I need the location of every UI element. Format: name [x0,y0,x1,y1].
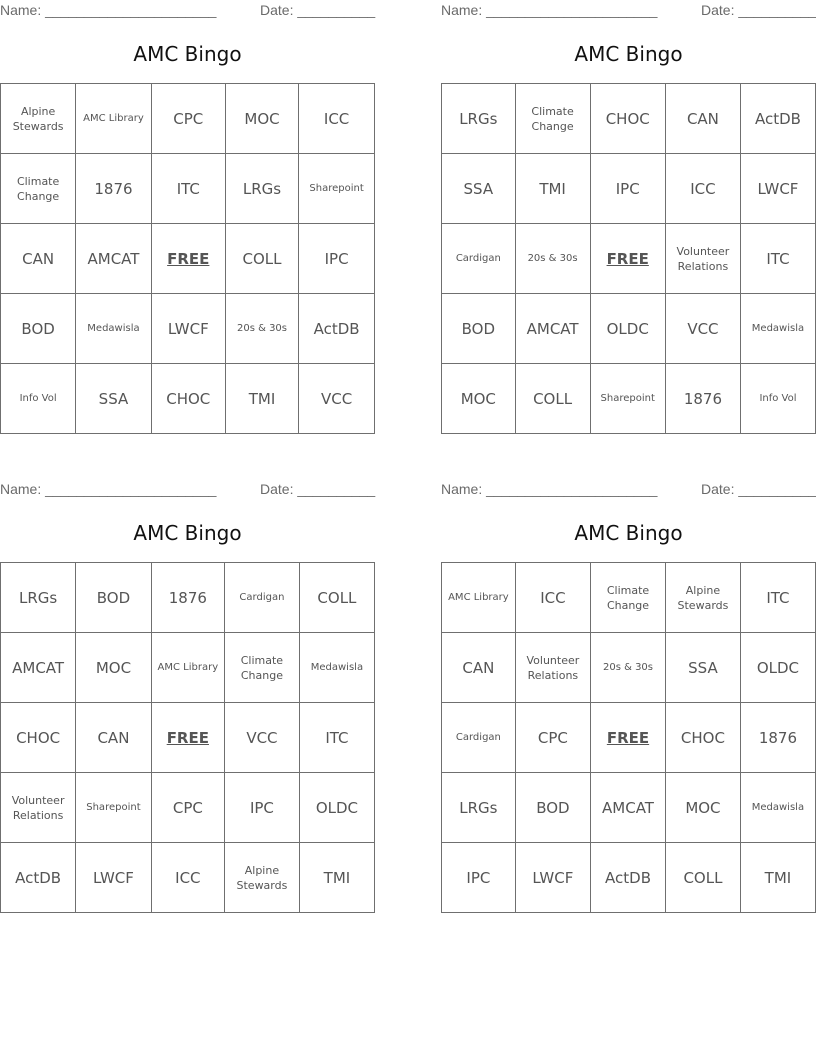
bingo-cell: LWCF [515,843,590,913]
card-header [441,0,816,22]
bingo-cell: LWCF [740,154,815,224]
bingo-cell: ICC [151,843,224,913]
bingo-cell: ICC [665,154,740,224]
name-field: Name: ______________________ [441,2,658,18]
bingo-cell: COLL [666,843,741,913]
bingo-cell: 20s & 30s [225,294,298,364]
bingo-cell: Alpine Stewards [225,843,300,913]
bingo-cell: TMI [515,154,590,224]
card-header [441,479,816,501]
bingo-cell: VCC [299,364,375,434]
bingo-cell: TMI [299,843,374,913]
bingo-cell: IPC [590,154,665,224]
bingo-cell: ITC [299,703,374,773]
bingo-grid [0,562,375,913]
bingo-cell: SSA [442,154,516,224]
bingo-cell: CHOC [590,84,665,154]
bingo-grid [441,83,816,434]
bingo-cell: Medawisla [740,773,815,843]
bingo-cell: MOC [76,633,151,703]
bingo-cell: 20s & 30s [515,224,590,294]
bingo-cell: CAN [442,633,516,703]
bingo-cell: Medawisla [299,633,374,703]
bingo-cell: ActDB [590,843,665,913]
bingo-cell: Climate Change [225,633,300,703]
bingo-cell: MOC [666,773,741,843]
bingo-cell: LRGs [442,84,516,154]
bingo-cell: Alpine Stewards [666,563,741,633]
bingo-cell: OLDC [590,294,665,364]
bingo-cell: Cardigan [442,703,516,773]
bingo-cell: LRGs [225,154,298,224]
bingo-cell: CHOC [666,703,741,773]
bingo-cell: Medawisla [76,294,151,364]
date-field: Date: __________ [260,2,376,18]
bingo-cell: Volunteer Relations [1,773,76,843]
bingo-cell: CHOC [1,703,76,773]
bingo-cell: COLL [225,224,298,294]
bingo-cell: LWCF [151,294,225,364]
card-title: AMC Bingo [574,42,683,66]
bingo-cell: Sharepoint [76,773,151,843]
bingo-cell: ActDB [1,843,76,913]
bingo-cell: ITC [740,563,815,633]
bingo-card-3 [0,479,376,892]
bingo-cell: Volunteer Relations [515,633,590,703]
bingo-cell: Cardigan [225,563,300,633]
date-field: Date: __________ [701,481,816,497]
bingo-cell: Climate Change [1,154,76,224]
bingo-cell: 1876 [151,563,224,633]
bingo-cell: AMC Library [76,84,151,154]
bingo-cell: Volunteer Relations [665,224,740,294]
name-field: Name: ______________________ [0,481,217,497]
bingo-cell: CPC [151,773,224,843]
bingo-grid [0,83,375,434]
bingo-cell: SSA [76,364,151,434]
bingo-cell: BOD [76,563,151,633]
bingo-cell: ICC [515,563,590,633]
free-space: FREE [590,224,665,294]
bingo-cell: Alpine Stewards [1,84,76,154]
bingo-cell: 1876 [740,703,815,773]
bingo-cell: IPC [442,843,516,913]
bingo-cell: CAN [76,703,151,773]
date-field: Date: __________ [701,2,816,18]
bingo-cell: BOD [515,773,590,843]
bingo-cell: SSA [666,633,741,703]
date-field: Date: __________ [260,481,376,497]
bingo-cell: AMC Library [151,633,224,703]
bingo-cell: CHOC [151,364,225,434]
bingo-cell: TMI [740,843,815,913]
bingo-cell: IPC [299,224,375,294]
bingo-card-4 [441,479,816,887]
bingo-cell: Sharepoint [299,154,375,224]
bingo-cell: TMI [225,364,298,434]
bingo-cell: AMCAT [515,294,590,364]
bingo-cell: Cardigan [442,224,516,294]
bingo-cell: 1876 [76,154,151,224]
free-space: FREE [151,703,224,773]
bingo-cell: MOC [225,84,298,154]
card-title: AMC Bingo [133,42,242,66]
bingo-cell: CPC [151,84,225,154]
bingo-cell: VCC [665,294,740,364]
bingo-cell: Info Vol [740,364,815,434]
bingo-cell: Medawisla [740,294,815,364]
bingo-cell: Info Vol [1,364,76,434]
name-field: Name: ______________________ [441,481,658,497]
bingo-cell: Climate Change [515,84,590,154]
bingo-cell: VCC [225,703,300,773]
bingo-cell: ICC [299,84,375,154]
bingo-cell: AMC Library [442,563,516,633]
bingo-cell: LWCF [76,843,151,913]
bingo-cell: COLL [299,563,374,633]
bingo-cell: CAN [665,84,740,154]
bingo-cell: AMCAT [1,633,76,703]
bingo-cell: LRGs [1,563,76,633]
bingo-cell: OLDC [299,773,374,843]
bingo-cell: OLDC [740,633,815,703]
bingo-cell: LRGs [442,773,516,843]
bingo-cell: ITC [151,154,225,224]
card-header [0,0,375,22]
bingo-cell: IPC [225,773,300,843]
bingo-grid [441,562,816,913]
bingo-card-2 [441,0,816,408]
card-title: AMC Bingo [574,521,683,545]
bingo-cell: MOC [442,364,516,434]
card-header [0,479,375,501]
bingo-cell: ActDB [740,84,815,154]
bingo-cell: BOD [442,294,516,364]
bingo-cell: 1876 [665,364,740,434]
bingo-cell: AMCAT [76,224,151,294]
bingo-cell: Sharepoint [590,364,665,434]
bingo-cell: ITC [740,224,815,294]
bingo-cell: AMCAT [590,773,665,843]
bingo-cell: CPC [515,703,590,773]
free-space: FREE [590,703,665,773]
bingo-card-1 [0,0,376,408]
bingo-cell: 20s & 30s [590,633,665,703]
bingo-cell: ActDB [299,294,375,364]
card-title: AMC Bingo [133,521,242,545]
bingo-cell: CAN [1,224,76,294]
free-space: FREE [151,224,225,294]
bingo-cell: Climate Change [590,563,665,633]
bingo-cell: BOD [1,294,76,364]
name-field: Name: ______________________ [0,2,217,18]
bingo-cell: COLL [515,364,590,434]
